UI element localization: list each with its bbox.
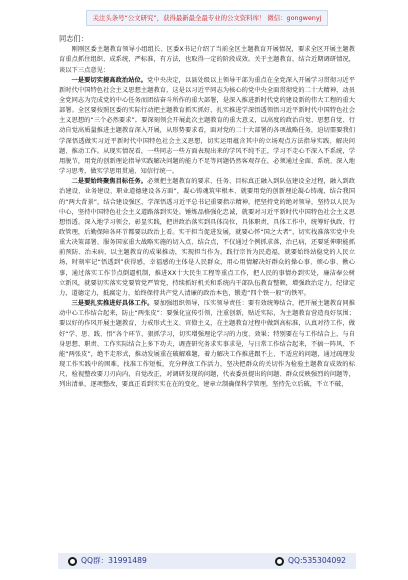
qq-group: [68, 553, 147, 569]
document-page: [59, 34, 355, 550]
paragraph-4-heading: 三是要扎实推进好具体工作。: [71, 300, 154, 308]
top-banner: 关注头条号“公文研究”，获得最新最全最专业的公文资料库！ 微信：gongwenyj: [86, 10, 328, 26]
paragraph-1: [59, 45, 355, 75]
paragraph-3: [59, 177, 355, 299]
paragraph-2-heading: 一是要切实提高政治站位。: [71, 76, 148, 84]
paragraph-1-text: 刚刚区委主题教育领导小组组长、区委Ⅹ书记介绍了当前全区主题教育开展情况，要求全区开展主题教育重点抓住组织、成系统，严标准，有方法，也取得一定的阶段成效。关于主题教育，结合近期调研情况，谈以下三点意见：: [59, 46, 355, 74]
qq-number: [275, 553, 346, 569]
footer-bar: [58, 553, 356, 569]
qq-penguin-icon: [275, 557, 284, 566]
paragraph-3-heading: 二是要始终聚焦目标任务。: [71, 178, 148, 186]
qq-number-text: QQ:535304092: [288, 556, 346, 565]
paragraph-4: [59, 299, 355, 390]
salutation: 同志们：: [59, 34, 88, 43]
qq-group-text: QQ群：31991489: [81, 556, 147, 565]
paragraph-2-text: 党中央决定，以县处级以上领导干部为重点在全党深入开展学习贯彻习近平新时代中国特色社会主义思想主题教育，这是以习近平同志为核心的党中央全面贯彻党的二十大精神，动员全党同志为完成党的中心任务而团结奋斗所作的重大部署，是深入推进新时代党的建设新的伟大工程的重大部署。全区要按照区委的实际行动把主题教育抓实抓好，扎实推进学深悟透领悟习近平新时代中国特色社会主义思想的“三个必然要求”。要深刻领会开展此次主题教育的重大意义，以高度的政治自觉、思想自觉、行动自觉高质量推进主题教育深入开展，从形势要求看，面对党的二十大部署的各项战略任务，迫切需要我们学深悟透做实习近平新时代中国特色社会主义思想，切实运用蕴含其中的立场观点方法指导实践、解决问题、推动工作。从现实情况看，一些同志一些方面表现出来的学风不纯不正，学习不走心不深入不系统，学用脱节，用党的创新理论指导实践解决问题的能力不足等问题仍然客观存在，必须通过全面、系统、深入地学习思考，做实学思用贯通、知信行统一。: [59, 76, 355, 176]
paragraph-2: [59, 76, 355, 178]
qq-penguin-icon: [68, 557, 77, 566]
paragraph-4-text: 要加强组织领导，压实领导责任：要有效统筹结合，把开展主题教育同推动中心工作结合起来，防止“两张皮”：要强化宣传引领，注重创新，贴近实际，为主题教育营造良好氛围；要以好的作风开展主题教育，力戒形式主义、官僚主义，在主题教育过程中做到高标准，认真对待工作，做好“学、思、践、悟”各个环节，狠抓学习，切实增强理论学习的力度、效果；特别要在与工作结合上，与自身思想、职责、工作实际结合上多下功夫，调查研究务求实事求是，与日常工作结合起来，不搞一阵风、不能“两张皮”，绝不走形式，推动发展重在破解难题，着力解决工作推进跟不上、不适应的问题，通过疏理发现工作实践中的困难，找准工作短板，充分释放工作活力，坚决把群众的关切作为检验主题教育成效的标尺，检视整改要刀刃向内，自觉改正，对调研发现的问题，代表委员提出的问题、群众反映强烈的问题等，列出清单，逐项整改，要真正看到实实在在的变化，建章立制确保科学管理，坚持先立后破，不立不破，: [59, 300, 355, 389]
paragraph-3-text: 必须把主题教育的要求、任务、目标真正融入到队伍建设全过程，融入到政治建设、业务建设、职业道德建设各方面”，凝心铸魂筑牢根本、就要用党的创新理论凝心铸魂，结合我国的“两大背景”，结合建设强区，学深悟透习近平总书记重要指示精神，把坚持党的绝对领导，坚持以人民为中心，坚持中国特色社会主义道路落到实处。锤炼品格强化忠诚，就要对习近平新时代中国特色社会主义思想悟透、深入地学习领会，彰显实践，把讲政治落实到具体岗位，具体职责，具体工作中，统筹好执政、行政管理，后勤保障各环节都要以政治上看。实干担当促进发展，就要心怀“国之大者”，切实找准落实党中央重大决策部署、服务国家重大战略实施的切入点、结合点，不仅通过个例抓求落，治已病，还要延伸职能抓前预防、治未病，以主题教育的成果推动，实现担当作为。践行宗旨为民造福，就要始终站稳党的人民立场，时刻牢记“悟透到”获得感，幸福感的主体是人民群众，用心用情解决好群众的操心事、烦心事、揪心事，通过落实工作节点倒逼机制，推进ⅩⅩ十大民生工程等重点工作，把人民的事情办到实处，廉洁奉公树立新风，就要切实落实党要管党严管党，持续抓好机关和系统内干部队伍教育整顿，增强政治定力，纪律定力，道德定力，抵腐定力，始终保持共产党人清廉的政治本色，锻造“四个铁一般”的铁军。: [59, 178, 355, 297]
